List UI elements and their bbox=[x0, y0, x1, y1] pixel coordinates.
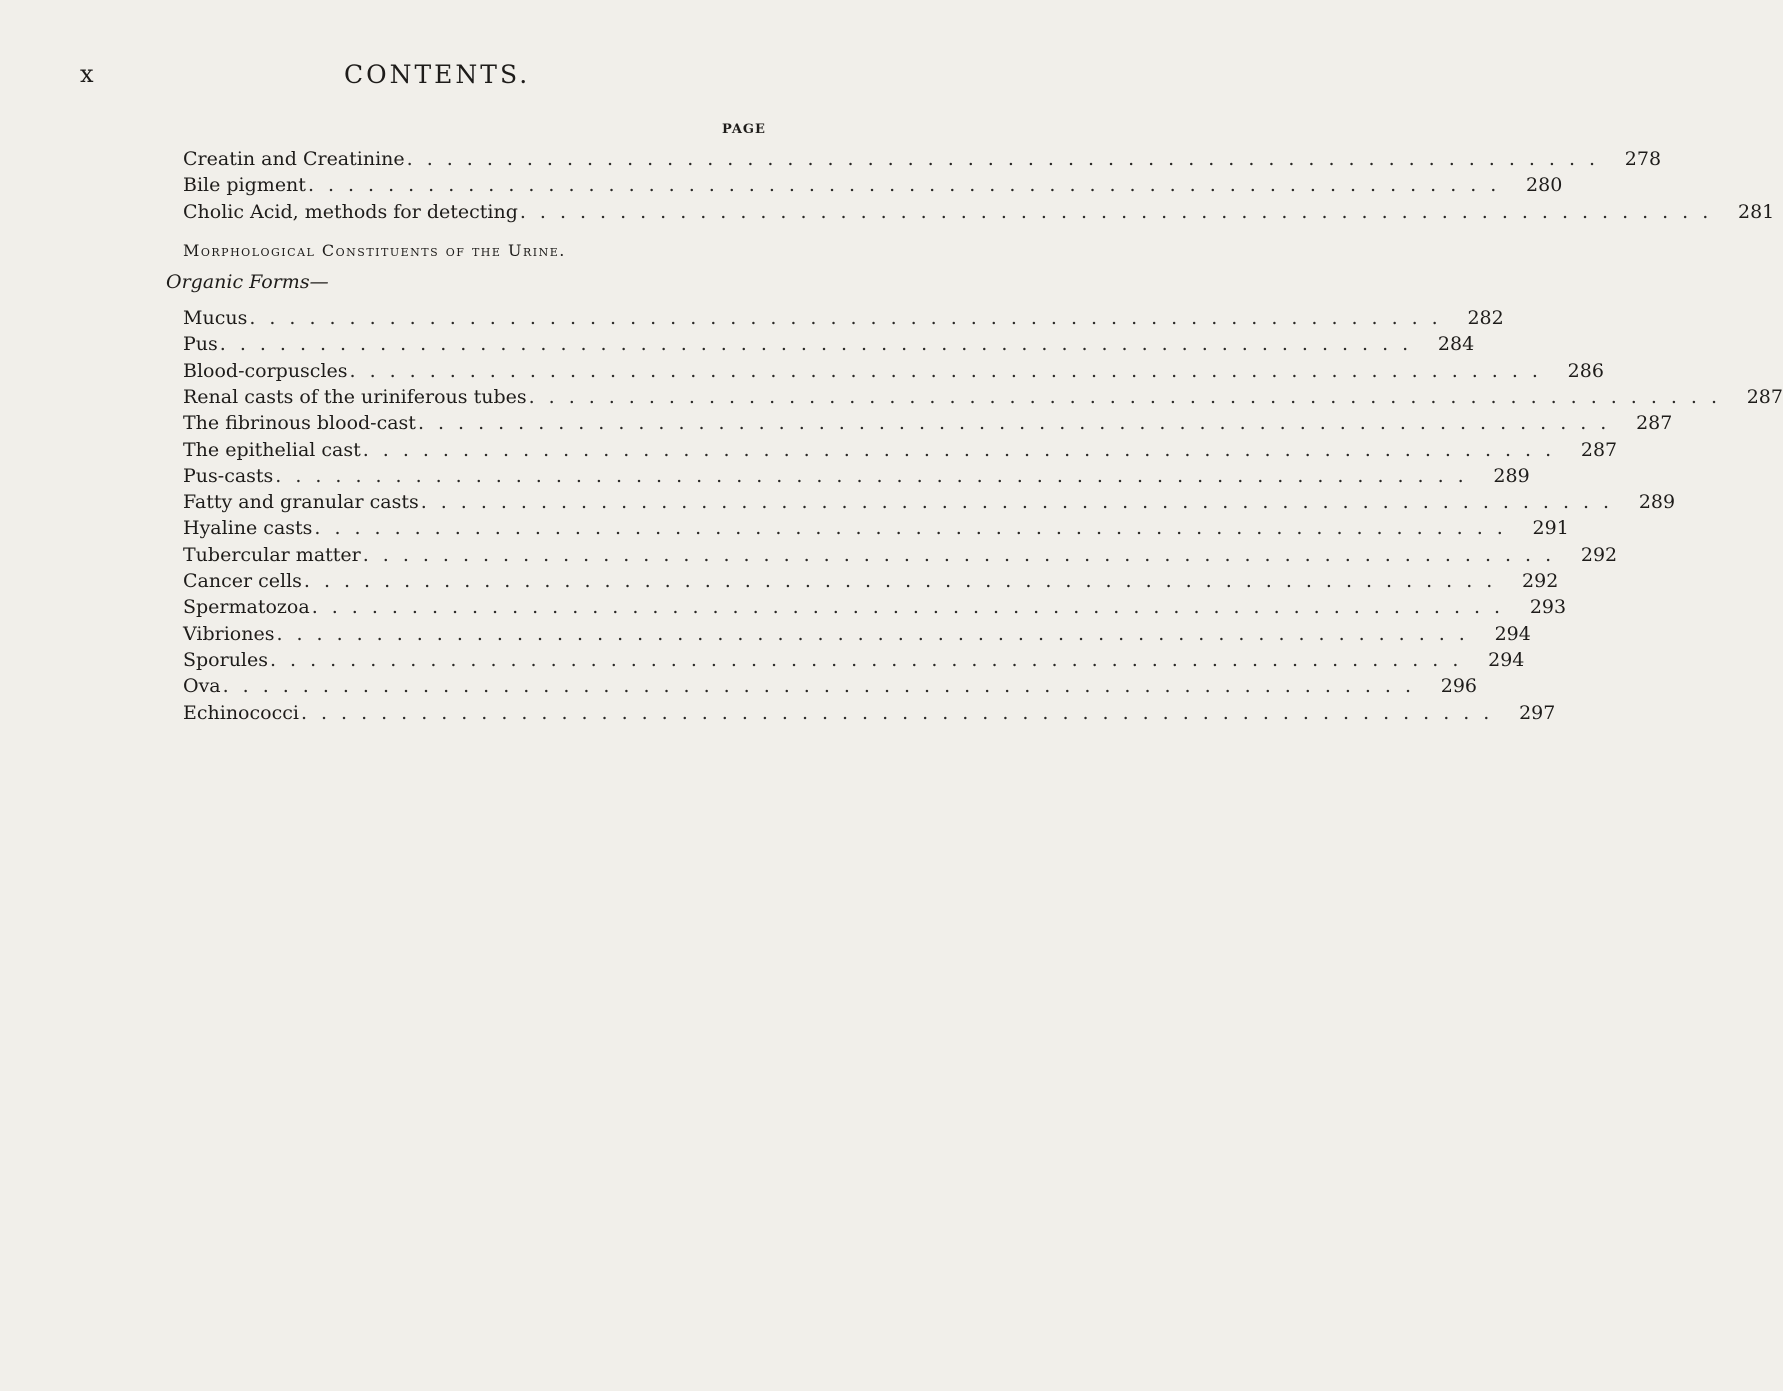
toc-entry-page: 297 bbox=[1503, 700, 1555, 726]
toc-entry bbox=[183, 542, 1618, 568]
toc-entry bbox=[183, 700, 1556, 726]
toc-entry bbox=[183, 358, 1604, 384]
dot-leader: ............................................................ bbox=[417, 412, 1621, 435]
toc-entry-label: Blood-corpuscles bbox=[183, 359, 348, 382]
toc-entry bbox=[183, 463, 1530, 489]
toc-entry bbox=[183, 437, 1618, 463]
toc-entry bbox=[183, 199, 1775, 225]
toc-entry-page: 292 bbox=[1506, 568, 1558, 594]
toc-entry-page: 282 bbox=[1452, 305, 1504, 331]
toc-entry-page: 287 bbox=[1731, 384, 1783, 410]
toc-entry bbox=[183, 515, 1569, 541]
toc-entry bbox=[183, 146, 1662, 172]
toc-entry-page: 286 bbox=[1552, 358, 1604, 384]
toc-entry-label: Pus bbox=[183, 333, 218, 356]
toc-entry-label: Cancer cells bbox=[183, 570, 302, 592]
toc-entry-page: 296 bbox=[1425, 673, 1477, 699]
section-subheading: Organic Forms— bbox=[166, 271, 329, 293]
toc-entry bbox=[183, 172, 1563, 198]
toc-entry-page: 287 bbox=[1620, 410, 1672, 436]
toc-entry-page: 287 bbox=[1565, 437, 1617, 463]
page-number: x bbox=[80, 60, 95, 88]
toc-entry bbox=[183, 647, 1525, 673]
section-heading: Morphological Constituents of the Urine. bbox=[183, 241, 566, 260]
toc-entry-label: Bile pigment bbox=[183, 174, 306, 197]
toc-entry-page: 289 bbox=[1623, 489, 1675, 515]
toc-entry-label: The fibrinous blood-cast bbox=[183, 412, 416, 435]
toc-entry-page: 284 bbox=[1422, 331, 1474, 357]
toc-entry bbox=[183, 489, 1676, 515]
toc-entry-page: 278 bbox=[1609, 146, 1661, 172]
toc-entry bbox=[183, 305, 1504, 331]
dot-leader: ............................................................ bbox=[362, 543, 1566, 566]
dot-leader: ............................................................ bbox=[519, 200, 1723, 223]
toc-entry-label: Spermatozoa bbox=[183, 596, 310, 619]
toc-entry-page: 294 bbox=[1472, 647, 1524, 673]
toc-entry bbox=[183, 568, 1559, 594]
dot-leader: ............................................................ bbox=[222, 675, 1426, 698]
dot-leader: ............................................................ bbox=[528, 385, 1731, 408]
toc-entry-page: 292 bbox=[1565, 542, 1617, 568]
toc-entry-label: Hyaline casts bbox=[183, 517, 313, 540]
toc-entry-label: The epithelial cast bbox=[183, 438, 361, 461]
toc-entry-label: Creatin and Creatinine bbox=[183, 148, 405, 170]
dot-leader: ............................................................ bbox=[219, 333, 1423, 356]
toc-entry-label: Fatty and granular casts bbox=[183, 491, 419, 514]
toc-entry bbox=[183, 331, 1475, 357]
toc-entry-label: Pus-casts bbox=[183, 464, 274, 487]
toc-entry-label: Cholic Acid, methods for detecting bbox=[183, 200, 518, 223]
toc-entry-label: Mucus bbox=[183, 307, 248, 329]
dot-leader: ............................................................ bbox=[420, 491, 1624, 514]
toc-entry bbox=[183, 384, 1783, 410]
dot-leader: ............................................................ bbox=[270, 648, 1473, 671]
toc-entry-label: Vibriones bbox=[183, 622, 275, 645]
toc-entry-label: Renal casts of the uriniferous tubes bbox=[183, 385, 527, 408]
toc-entry-page: 289 bbox=[1478, 463, 1530, 489]
dot-leader: ............................................................ bbox=[303, 570, 1507, 592]
dot-leader: ............................................................ bbox=[311, 596, 1515, 619]
dot-leader: ............................................................ bbox=[406, 148, 1610, 170]
toc-entry-page: 293 bbox=[1514, 594, 1566, 620]
toc-entry bbox=[183, 410, 1673, 436]
toc-entry bbox=[183, 594, 1567, 620]
dot-leader: ............................................................ bbox=[362, 438, 1566, 461]
page-title: CONTENTS. bbox=[344, 60, 531, 89]
toc-entry-label: Tubercular matter bbox=[183, 543, 361, 566]
page-column-label: PAGE bbox=[722, 122, 766, 137]
toc-entry bbox=[183, 673, 1478, 699]
dot-leader: ............................................................ bbox=[249, 307, 1452, 329]
dot-leader: ............................................................ bbox=[314, 517, 1517, 540]
toc-entry-page: 281 bbox=[1722, 199, 1774, 225]
dot-leader: ............................................................ bbox=[307, 174, 1511, 197]
toc-entry-page: 291 bbox=[1517, 515, 1569, 541]
toc-entry-label: Sporules bbox=[183, 648, 269, 671]
toc-entry-label: Echinococci bbox=[183, 701, 299, 724]
dot-leader: ............................................................ bbox=[275, 464, 1478, 487]
toc-entry bbox=[183, 621, 1531, 647]
dot-leader: ............................................................ bbox=[349, 359, 1552, 382]
dot-leader: ............................................................ bbox=[300, 701, 1504, 724]
toc-entry-page: 294 bbox=[1479, 621, 1531, 647]
toc-entry-label: Ova bbox=[183, 675, 221, 698]
dot-leader: ............................................................ bbox=[276, 622, 1479, 645]
toc-entry-page: 280 bbox=[1510, 172, 1562, 198]
